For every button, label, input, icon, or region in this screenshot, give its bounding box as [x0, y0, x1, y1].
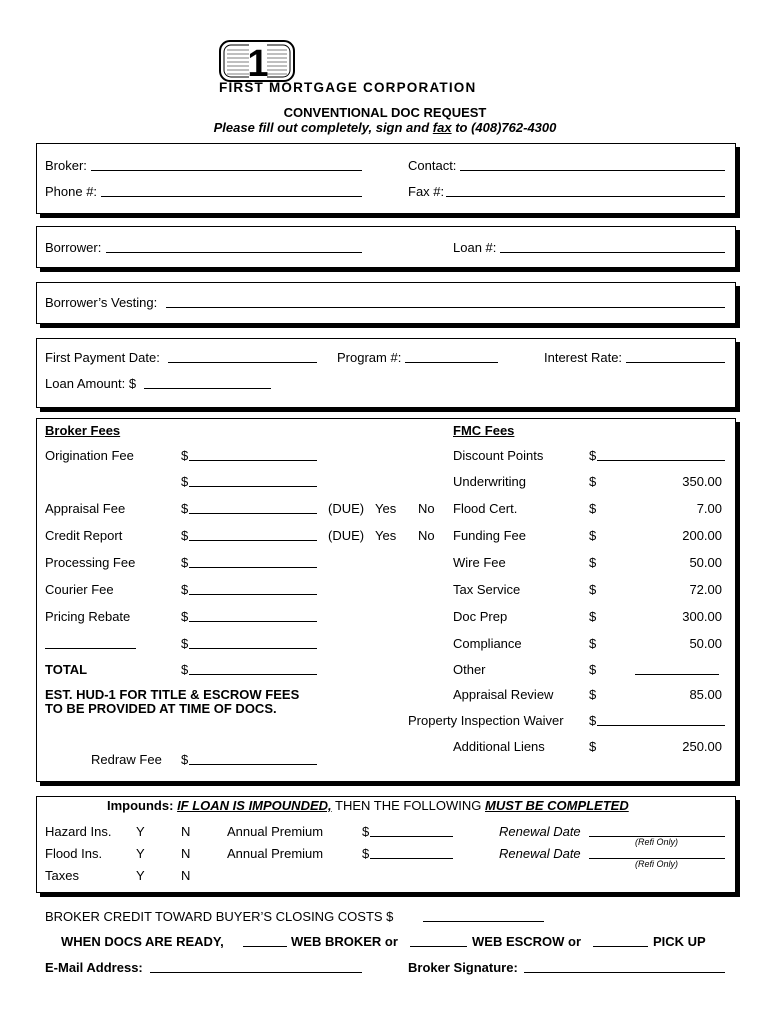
loan-amount-field[interactable] [144, 388, 271, 389]
company-name: FIRST MORTGAGE CORPORATION [219, 80, 477, 95]
renewal-date-label: Renewal Date [499, 824, 581, 839]
fmc-fee-value: 85.00 [689, 687, 722, 702]
currency-symbol: $ [589, 687, 597, 702]
currency-symbol: $ [181, 662, 189, 677]
web-escrow-label: WEB ESCROW or [472, 934, 582, 949]
vesting-field[interactable] [166, 307, 725, 308]
appraisal-fee-field[interactable] [189, 513, 317, 514]
custom-fee-field[interactable] [189, 648, 317, 649]
broker-fee-label: Appraisal Fee [45, 501, 126, 516]
fmc-fees-heading: FMC Fees [453, 423, 515, 438]
hud-note-line2: TO BE PROVIDED AT TIME OF DOCS. [45, 701, 277, 716]
fmc-fee-label: Property Inspection Waiver [408, 713, 564, 728]
annual-premium-label: Annual Premium [227, 846, 324, 861]
currency-symbol: $ [181, 752, 189, 767]
currency-symbol: $ [181, 474, 189, 489]
broker-fee-label: Pricing Rebate [45, 609, 131, 624]
custom-fee-label-field[interactable] [45, 648, 136, 649]
redraw-fee-field[interactable] [189, 764, 317, 765]
web-escrow-field[interactable] [410, 946, 467, 947]
loan-number-label: Loan #: [453, 240, 497, 255]
currency-symbol: $ [589, 528, 597, 543]
vesting-label: Borrower’s Vesting: [45, 295, 158, 310]
impound-yes-option[interactable]: Y [136, 824, 145, 839]
contact-field[interactable] [460, 170, 725, 171]
fmc-fee-value: 300.00 [682, 609, 722, 624]
fmc-fee-label: Other [453, 662, 486, 677]
broker-fee-label: Origination Fee [45, 448, 134, 463]
broker-contact-box [36, 143, 736, 214]
currency-symbol: $ [362, 824, 370, 839]
fmc-fee-label: Discount Points [453, 448, 544, 463]
fmc-fee-label: Flood Cert. [453, 501, 518, 516]
logo-mark-icon [219, 40, 295, 82]
broker-fee-label: Credit Report [45, 528, 123, 543]
currency-symbol: $ [181, 636, 189, 651]
signature-field[interactable] [524, 972, 725, 973]
svg-text:1: 1 [247, 43, 269, 82]
refi-only-note: (Refi Only) [635, 837, 679, 847]
pricing-rebate-field[interactable] [189, 621, 317, 622]
fmc-fee-label: Additional Liens [453, 739, 545, 754]
loan-amount-label: Loan Amount: $ [45, 376, 137, 391]
due-label: (DUE) [328, 501, 365, 516]
interest-rate-field[interactable] [626, 362, 725, 363]
annual-premium-label: Annual Premium [227, 824, 324, 839]
first-payment-field[interactable] [168, 362, 317, 363]
fmc-fee-label: Tax Service [453, 582, 521, 597]
processing-fee-field[interactable] [189, 567, 317, 568]
fmc-fee-value: 50.00 [689, 636, 722, 651]
redraw-fee-label: Redraw Fee [91, 752, 162, 767]
broker-field[interactable] [91, 170, 362, 171]
loan-number-field[interactable] [500, 252, 725, 253]
currency-symbol: $ [181, 582, 189, 597]
borrower-label: Borrower: [45, 240, 102, 255]
due-label: (DUE) [328, 528, 365, 543]
currency-symbol: $ [181, 609, 189, 624]
currency-symbol: $ [181, 448, 189, 463]
pick-up-field[interactable] [593, 946, 648, 947]
broker-label: Broker: [45, 158, 87, 173]
fmc-fee-label: Funding Fee [453, 528, 526, 543]
currency-symbol: $ [589, 636, 597, 651]
web-broker-label: WEB BROKER or [291, 934, 398, 949]
courier-fee-field[interactable] [189, 594, 317, 595]
impound-yes-option[interactable]: Y [136, 846, 145, 861]
phone-field[interactable] [101, 196, 362, 197]
credit-report-field[interactable] [189, 540, 317, 541]
due-yes-option[interactable]: Yes [375, 501, 397, 516]
fmc-fee-value: 200.00 [682, 528, 722, 543]
contact-label: Contact: [408, 158, 457, 173]
hud-note-line1: EST. HUD-1 FOR TITLE & ESCROW FEES [45, 687, 300, 702]
currency-symbol: $ [589, 713, 597, 728]
impound-label: Hazard Ins. [45, 824, 112, 839]
broker-fee-label: Processing Fee [45, 555, 136, 570]
renewal-date-label: Renewal Date [499, 846, 581, 861]
borrower-field[interactable] [106, 252, 362, 253]
broker-fee-label: Courier Fee [45, 582, 114, 597]
broker-credit-label: BROKER CREDIT TOWARD BUYER’S CLOSING COSTS $ [45, 909, 394, 924]
when-docs-label: WHEN DOCS ARE READY, [61, 934, 224, 949]
form-subtitle: Please fill out completely, sign and fax to (408)762-4300 [213, 120, 557, 135]
signature-label: Broker Signature: [408, 960, 518, 975]
fmc-fee-label: Compliance [453, 636, 522, 651]
impound-yes-option[interactable]: Y [136, 868, 145, 883]
fax-field[interactable] [446, 196, 725, 197]
borrower-box [36, 226, 736, 268]
fmc-fee-value: 350.00 [682, 474, 722, 489]
loan-terms-box [36, 338, 736, 408]
currency-symbol: $ [181, 555, 189, 570]
property-inspection-waiver-field[interactable] [597, 725, 725, 726]
currency-symbol: $ [181, 501, 189, 516]
fmc-fee-label: Doc Prep [453, 609, 508, 624]
currency-symbol: $ [589, 448, 597, 463]
broker-credit-field[interactable] [423, 921, 544, 922]
discount-points-field[interactable] [597, 460, 725, 461]
currency-symbol: $ [589, 474, 597, 489]
program-field[interactable] [405, 362, 498, 363]
due-no-option[interactable]: No [418, 528, 435, 543]
impound-label: Taxes [45, 868, 79, 883]
program-label: Program #: [337, 350, 402, 365]
currency-symbol: $ [589, 609, 597, 624]
origination-fee-field[interactable] [189, 460, 317, 461]
broker-fees-heading: Broker Fees [45, 423, 121, 438]
form-title: CONVENTIONAL DOC REQUEST [283, 105, 487, 120]
impound-no-option[interactable]: N [181, 868, 191, 883]
currency-symbol: $ [589, 739, 597, 754]
fees-box [36, 418, 736, 782]
fmc-fee-value: 50.00 [689, 555, 722, 570]
currency-symbol: $ [589, 582, 597, 597]
impound-label: Flood Ins. [45, 846, 103, 861]
annual-premium-field[interactable] [370, 836, 453, 837]
pick-up-label: PICK UP [653, 934, 706, 949]
other-fee-field[interactable] [635, 674, 719, 675]
fmc-fee-value: 7.00 [696, 501, 722, 516]
due-no-option[interactable]: No [418, 501, 435, 516]
currency-symbol: $ [362, 846, 370, 861]
phone-label: Phone #: [45, 184, 98, 199]
total-field[interactable] [189, 674, 317, 675]
impounds-heading: Impounds: IF LOAN IS IMPOUNDED, THEN THE FOLLOWING MUST BE COMPLETED [107, 798, 629, 813]
impound-no-option[interactable]: N [181, 846, 191, 861]
web-broker-field[interactable] [243, 946, 287, 947]
fmc-fee-label: Appraisal Review [453, 687, 554, 702]
fax-label: Fax #: [408, 184, 445, 199]
currency-symbol: $ [589, 662, 597, 677]
email-label: E-Mail Address: [45, 960, 143, 975]
total-label: TOTAL [45, 662, 88, 677]
email-field[interactable] [150, 972, 362, 973]
broker-fee-field[interactable] [189, 486, 317, 487]
fmc-fee-label: Wire Fee [453, 555, 506, 570]
due-yes-option[interactable]: Yes [375, 528, 397, 543]
currency-symbol: $ [589, 501, 597, 516]
currency-symbol: $ [589, 555, 597, 570]
currency-symbol: $ [181, 528, 189, 543]
fmc-fee-label: Underwriting [453, 474, 526, 489]
interest-rate-label: Interest Rate: [544, 350, 623, 365]
fmc-fee-value: 250.00 [682, 739, 722, 754]
refi-only-note: (Refi Only) [635, 859, 679, 869]
first-payment-label: First Payment Date: [45, 350, 160, 365]
fmc-fee-value: 72.00 [689, 582, 722, 597]
annual-premium-field[interactable] [370, 858, 453, 859]
impound-no-option[interactable]: N [181, 824, 191, 839]
